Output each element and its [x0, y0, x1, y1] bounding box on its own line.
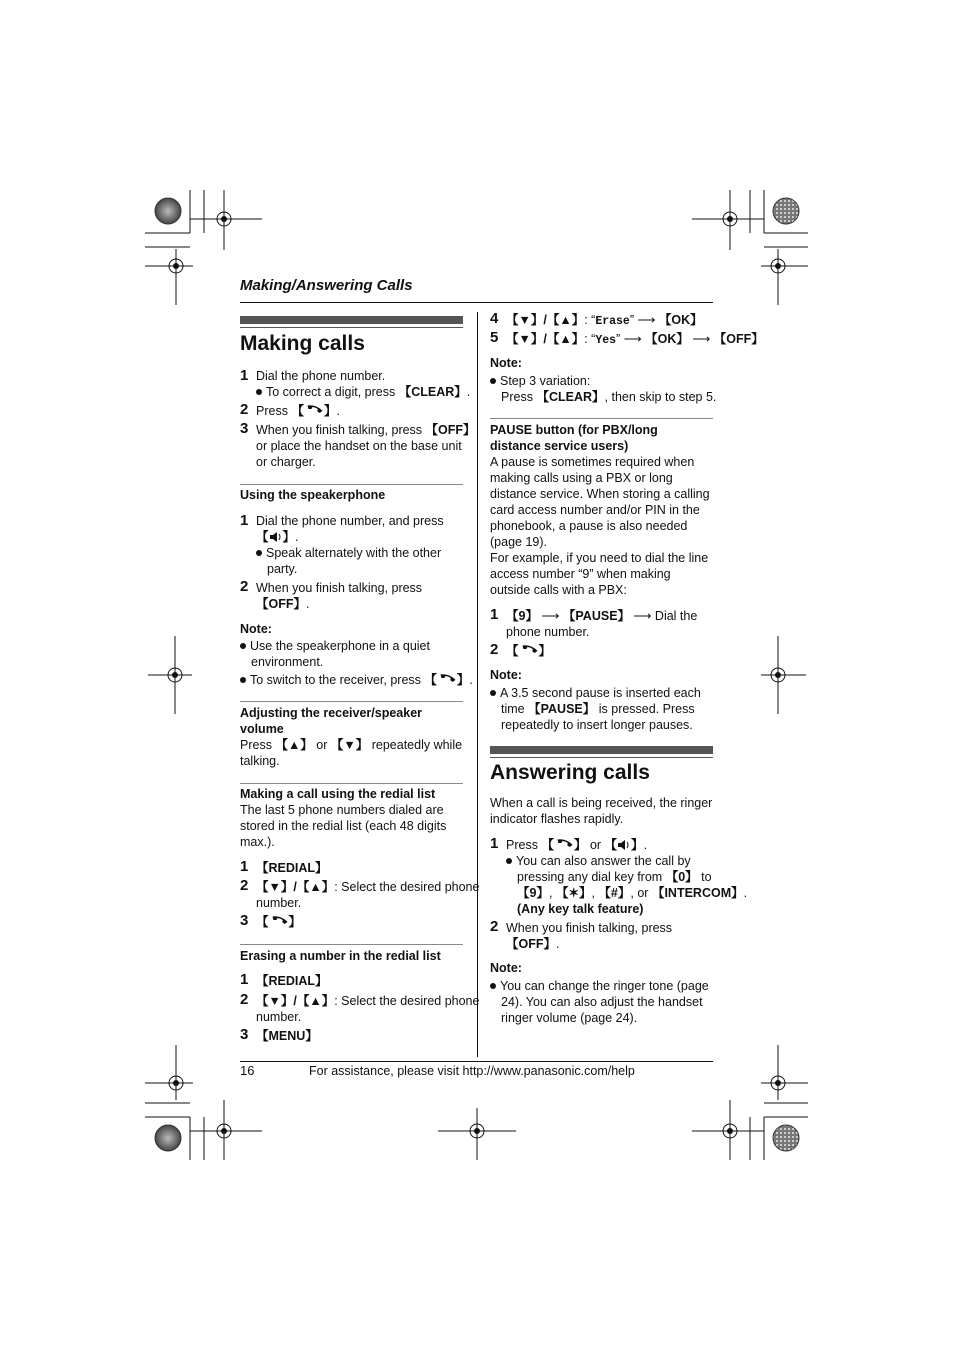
- step-text: Dial the phone number.: [256, 369, 386, 383]
- bullet-icon: [240, 677, 246, 683]
- step-number: 2: [240, 877, 249, 894]
- step-number: 1: [240, 512, 249, 529]
- step-number: 2: [240, 991, 249, 1008]
- step-text: When you finish talking, press 【OFF】: [256, 423, 476, 437]
- talk-icon: [269, 916, 289, 928]
- bullet-icon: [256, 389, 262, 395]
- step-number: 3: [240, 912, 249, 929]
- bullet-icon: [240, 643, 246, 649]
- speaker-icon: [269, 531, 283, 543]
- speaker-icon: [617, 839, 631, 851]
- step-number: 3: [240, 1026, 249, 1043]
- subsection-title: Making a call using the redial list: [240, 787, 436, 801]
- step-number: 1: [240, 971, 249, 988]
- bullet-icon: [256, 550, 262, 556]
- section-bar: [490, 746, 713, 754]
- arrow-icon: ⟶: [637, 313, 656, 327]
- bullet-icon: [490, 690, 496, 696]
- bullet: To correct a digit, press 【CLEAR】.: [256, 384, 470, 400]
- column-divider: [477, 312, 478, 1057]
- step-number: 2: [490, 641, 499, 658]
- step-number: 2: [240, 578, 249, 595]
- arrow-icon: ⟶: [692, 332, 711, 346]
- talk-icon: [519, 645, 539, 657]
- running-header: Making/Answering Calls: [240, 277, 413, 294]
- subsection-title: Adjusting the receiver/speaker: [240, 706, 423, 720]
- footer-rule: [240, 1061, 713, 1062]
- header-rule: [240, 302, 713, 303]
- step-number: 4: [490, 310, 499, 327]
- talk-icon: [437, 674, 457, 686]
- bullet-icon: [490, 983, 496, 989]
- talk-icon: [304, 405, 324, 417]
- making-calls-title: Making calls: [240, 332, 365, 355]
- talk-icon: [554, 839, 574, 851]
- step-number: 3: [240, 420, 249, 437]
- subsection-title: Erasing a number in the redial list: [240, 949, 441, 963]
- arrow-icon: ⟶: [541, 609, 560, 623]
- section-bar: [240, 316, 463, 324]
- step-number: 1: [490, 835, 499, 852]
- step-number: 2: [490, 918, 499, 935]
- arrow-icon: ⟶: [633, 609, 652, 623]
- step-number: 1: [240, 858, 249, 875]
- footer-help-link[interactable]: For assistance, please visit http://www.panasonic.com/help: [309, 1064, 635, 1078]
- arrow-icon: ⟶: [623, 332, 642, 346]
- step-number: 1: [490, 606, 499, 623]
- page-number: 16: [240, 1063, 255, 1078]
- step-number: 5: [490, 329, 499, 346]
- subsection-title: Using the speakerphone: [240, 488, 386, 502]
- subsection-title: PAUSE button (for PBX/long: [490, 423, 658, 437]
- bullet-icon: [506, 858, 512, 864]
- bullet-icon: [490, 378, 496, 384]
- step-number: 2: [240, 401, 249, 418]
- step-text: Press 【 】.: [256, 404, 340, 418]
- answering-calls-title: Answering calls: [490, 761, 650, 784]
- step-number: 1: [240, 367, 249, 384]
